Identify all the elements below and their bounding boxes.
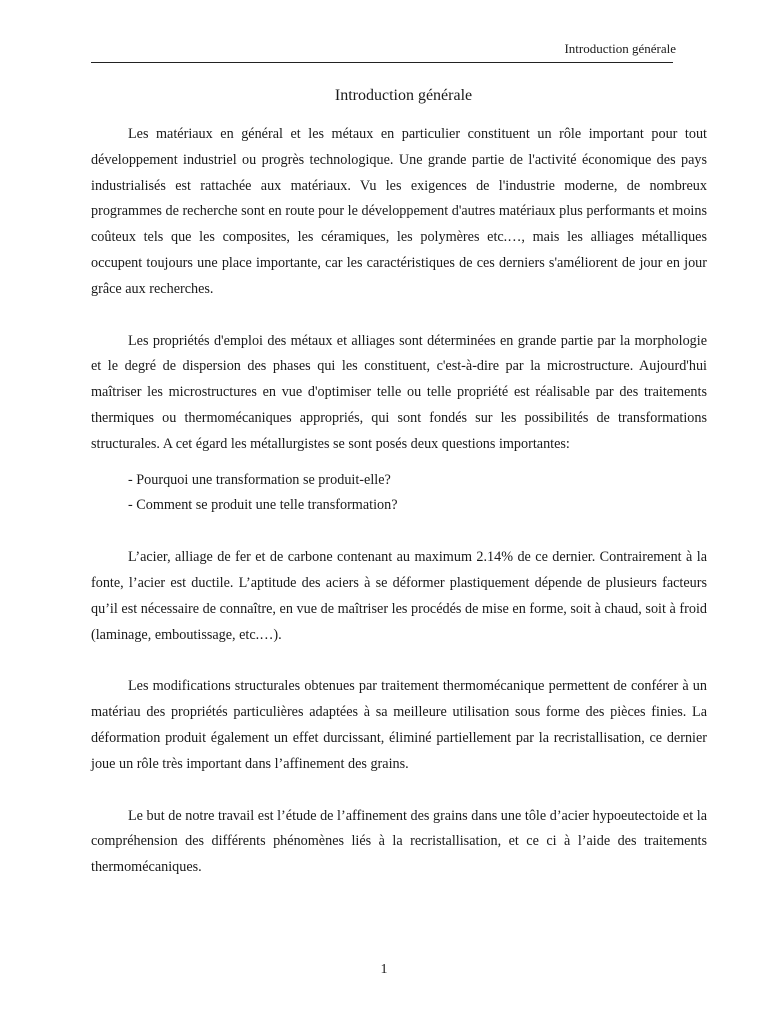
paragraph-2: Les propriétés d'emploi des métaux et alliages sont déterminées en grande partie par la morphologie et le degré de dispersion des phases qui les constituent, c'est-à-dire par la microstructure. Aujourd'hui maîtriser les microstructures en vue d'optimiser telle ou telle propriété est réalisable par des traitements thermiques ou thermomécaniques appropriés, qui sont fondés sur les possibilités de transformations structurales. A cet égard les métallurgistes se sont posés deux questions importantes: <box>91 332 707 452</box>
page-number: 1 <box>380 962 388 977</box>
paragraph-5: Le but de notre travail est l’étude de l’affinement des grains dans une tôle d’acier hypoeutectoide et la compréhension des différents phénomènes liés à la recristallisation, et ce ci à l’aide des traitements thermomécaniques. <box>91 807 707 876</box>
header-rule <box>91 62 673 63</box>
list-item: - Pourquoi une transformation se produit-elle? <box>128 471 391 488</box>
page-title: Introduction générale <box>334 87 473 104</box>
paragraph-4: Les modifications structurales obtenues par traitement thermomécanique permettent de conférer à un matériau des propriétés particulières adaptées à sa meilleure utilisation sous forme des pièces finies. La déformation produit également un effet durcissant, éliminé partiellement par la recristallisation, ce dernier joue un rôle très important dans l’affinement des grains. <box>91 678 707 772</box>
document-body <box>91 122 707 881</box>
questions-list <box>91 468 707 520</box>
paragraph-3: L’acier, alliage de fer et de carbone contenant au maximum 2.14% de ce dernier. Contrairement à la fonte, l’acier est ductile. L’aptitude des aciers à se déformer plastiquement dépende de plusieurs facteurs qu’il est nécessaire de connaître, en vue de maîtriser les procédés de mise en forme, soit à chaud, soit à froid (laminage, emboutissage, etc.…). <box>91 549 707 643</box>
running-header: Introduction générale <box>564 41 676 56</box>
list-item: - Comment se produit une telle transformation? <box>128 497 398 514</box>
paragraph-1: Les matériaux en général et les métaux en particulier constituent un rôle important pour tout développement industriel ou progrès technologique. Une grande partie de l'activité économique des pays industrialisés est rattachée aux matériaux. Vu les exigences de l'industrie moderne, de nombreux programmes de recherche sont en route pour le développement d'autres matériaux plus performants et moins coûteux tels que les composites, les céramiques, les polymères etc.…, mais les alliages métalliques occupent toujours une place importante, car les caractéristiques de ces derniers s'améliorent de jour en jour grâce aux recherches. <box>91 126 707 297</box>
